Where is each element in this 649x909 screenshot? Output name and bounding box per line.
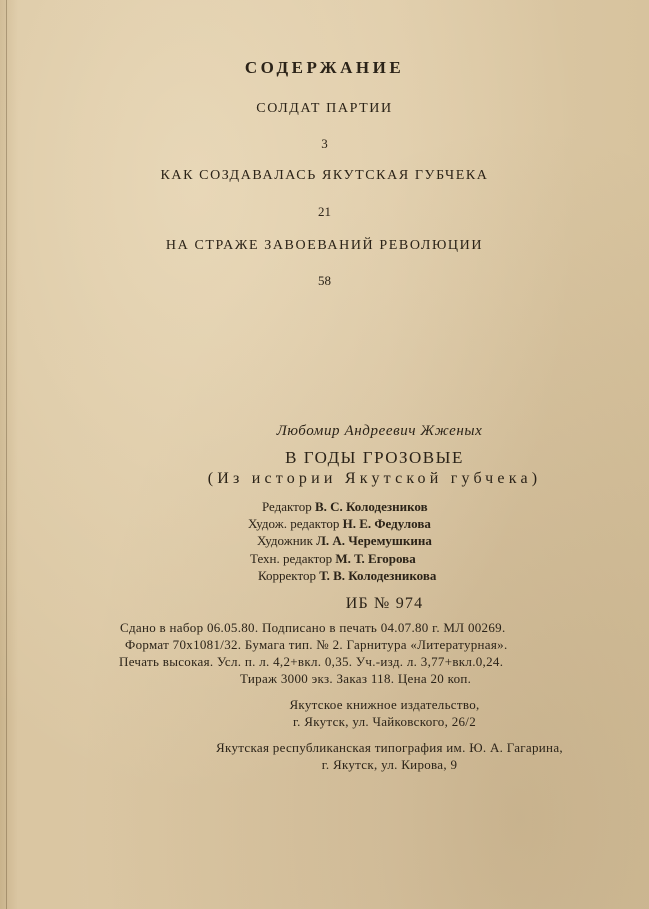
print-info-line: Сдано в набор 06.05.80. Подписано в печать 04.07.80 г. МЛ 00269. (120, 620, 506, 635)
toc-entry-title: СОЛДАТ ПАРТИИ (256, 101, 393, 116)
staff-name: В. С. Колодезников (314, 499, 428, 514)
staff-line (262, 499, 562, 515)
publisher-line: г. Якутск, ул. Чайковского, 26/2 (292, 714, 477, 729)
staff-line (248, 516, 548, 532)
book-title: В ГОДЫ ГРОЗОВЫЕ (285, 448, 464, 467)
toc-entry-title: НА СТРАЖЕ ЗАВОЕВАНИЙ РЕВОЛЮЦИИ (165, 238, 484, 253)
toc-entry-page: 21 (318, 204, 331, 219)
printer-line: г. Якутск, ул. Кирова, 9 (321, 757, 458, 772)
staff-line (257, 533, 557, 549)
toc-entry-page: 3 (321, 136, 328, 151)
publisher-line: Якутское книжное издательство, (289, 697, 480, 712)
staff-name: Л. А. Черемушкина (316, 533, 432, 548)
staff-role: Техн. редактор (250, 551, 333, 566)
staff-role: Художник (257, 533, 313, 548)
staff-role: Корректор (258, 568, 316, 583)
staff-role: Редактор (262, 499, 312, 514)
toc-entry-title: КАК СОЗДАВАЛАСЬ ЯКУТСКАЯ ГУБЧЕКА (160, 168, 489, 183)
staff-line (258, 568, 558, 584)
toc-entry-page: 58 (318, 273, 331, 288)
staff-line (250, 551, 550, 567)
staff-name: Н. Е. Федулова (342, 516, 431, 531)
print-info-line: Тираж 3000 экз. Заказ 118. Цена 20 коп. (240, 671, 472, 686)
print-info-line: Печать высокая. Усл. п. л. 4,2+вкл. 0,35. Уч.-изд. л. 3,77+вкл.0,24. (119, 654, 504, 669)
contents-heading: СОДЕРЖАНИЕ (244, 58, 405, 77)
print-info-line: Формат 70х1081/32. Бумага тип. № 2. Гарнитура «Литературная». (125, 637, 508, 652)
staff-name: М. Т. Егорова (335, 551, 416, 566)
staff-name: Т. В. Колодезникова (319, 568, 437, 583)
book-subtitle: (Из истории Якутской губчека) (207, 470, 542, 487)
ib-number: ИБ № 974 (345, 595, 424, 612)
staff-role: Худож. редактор (248, 516, 340, 531)
author-name: Любомир Андреевич Жженых (276, 423, 483, 439)
printer-line: Якутская республиканская типография им. Ю. А. Гагарина, (216, 740, 563, 755)
